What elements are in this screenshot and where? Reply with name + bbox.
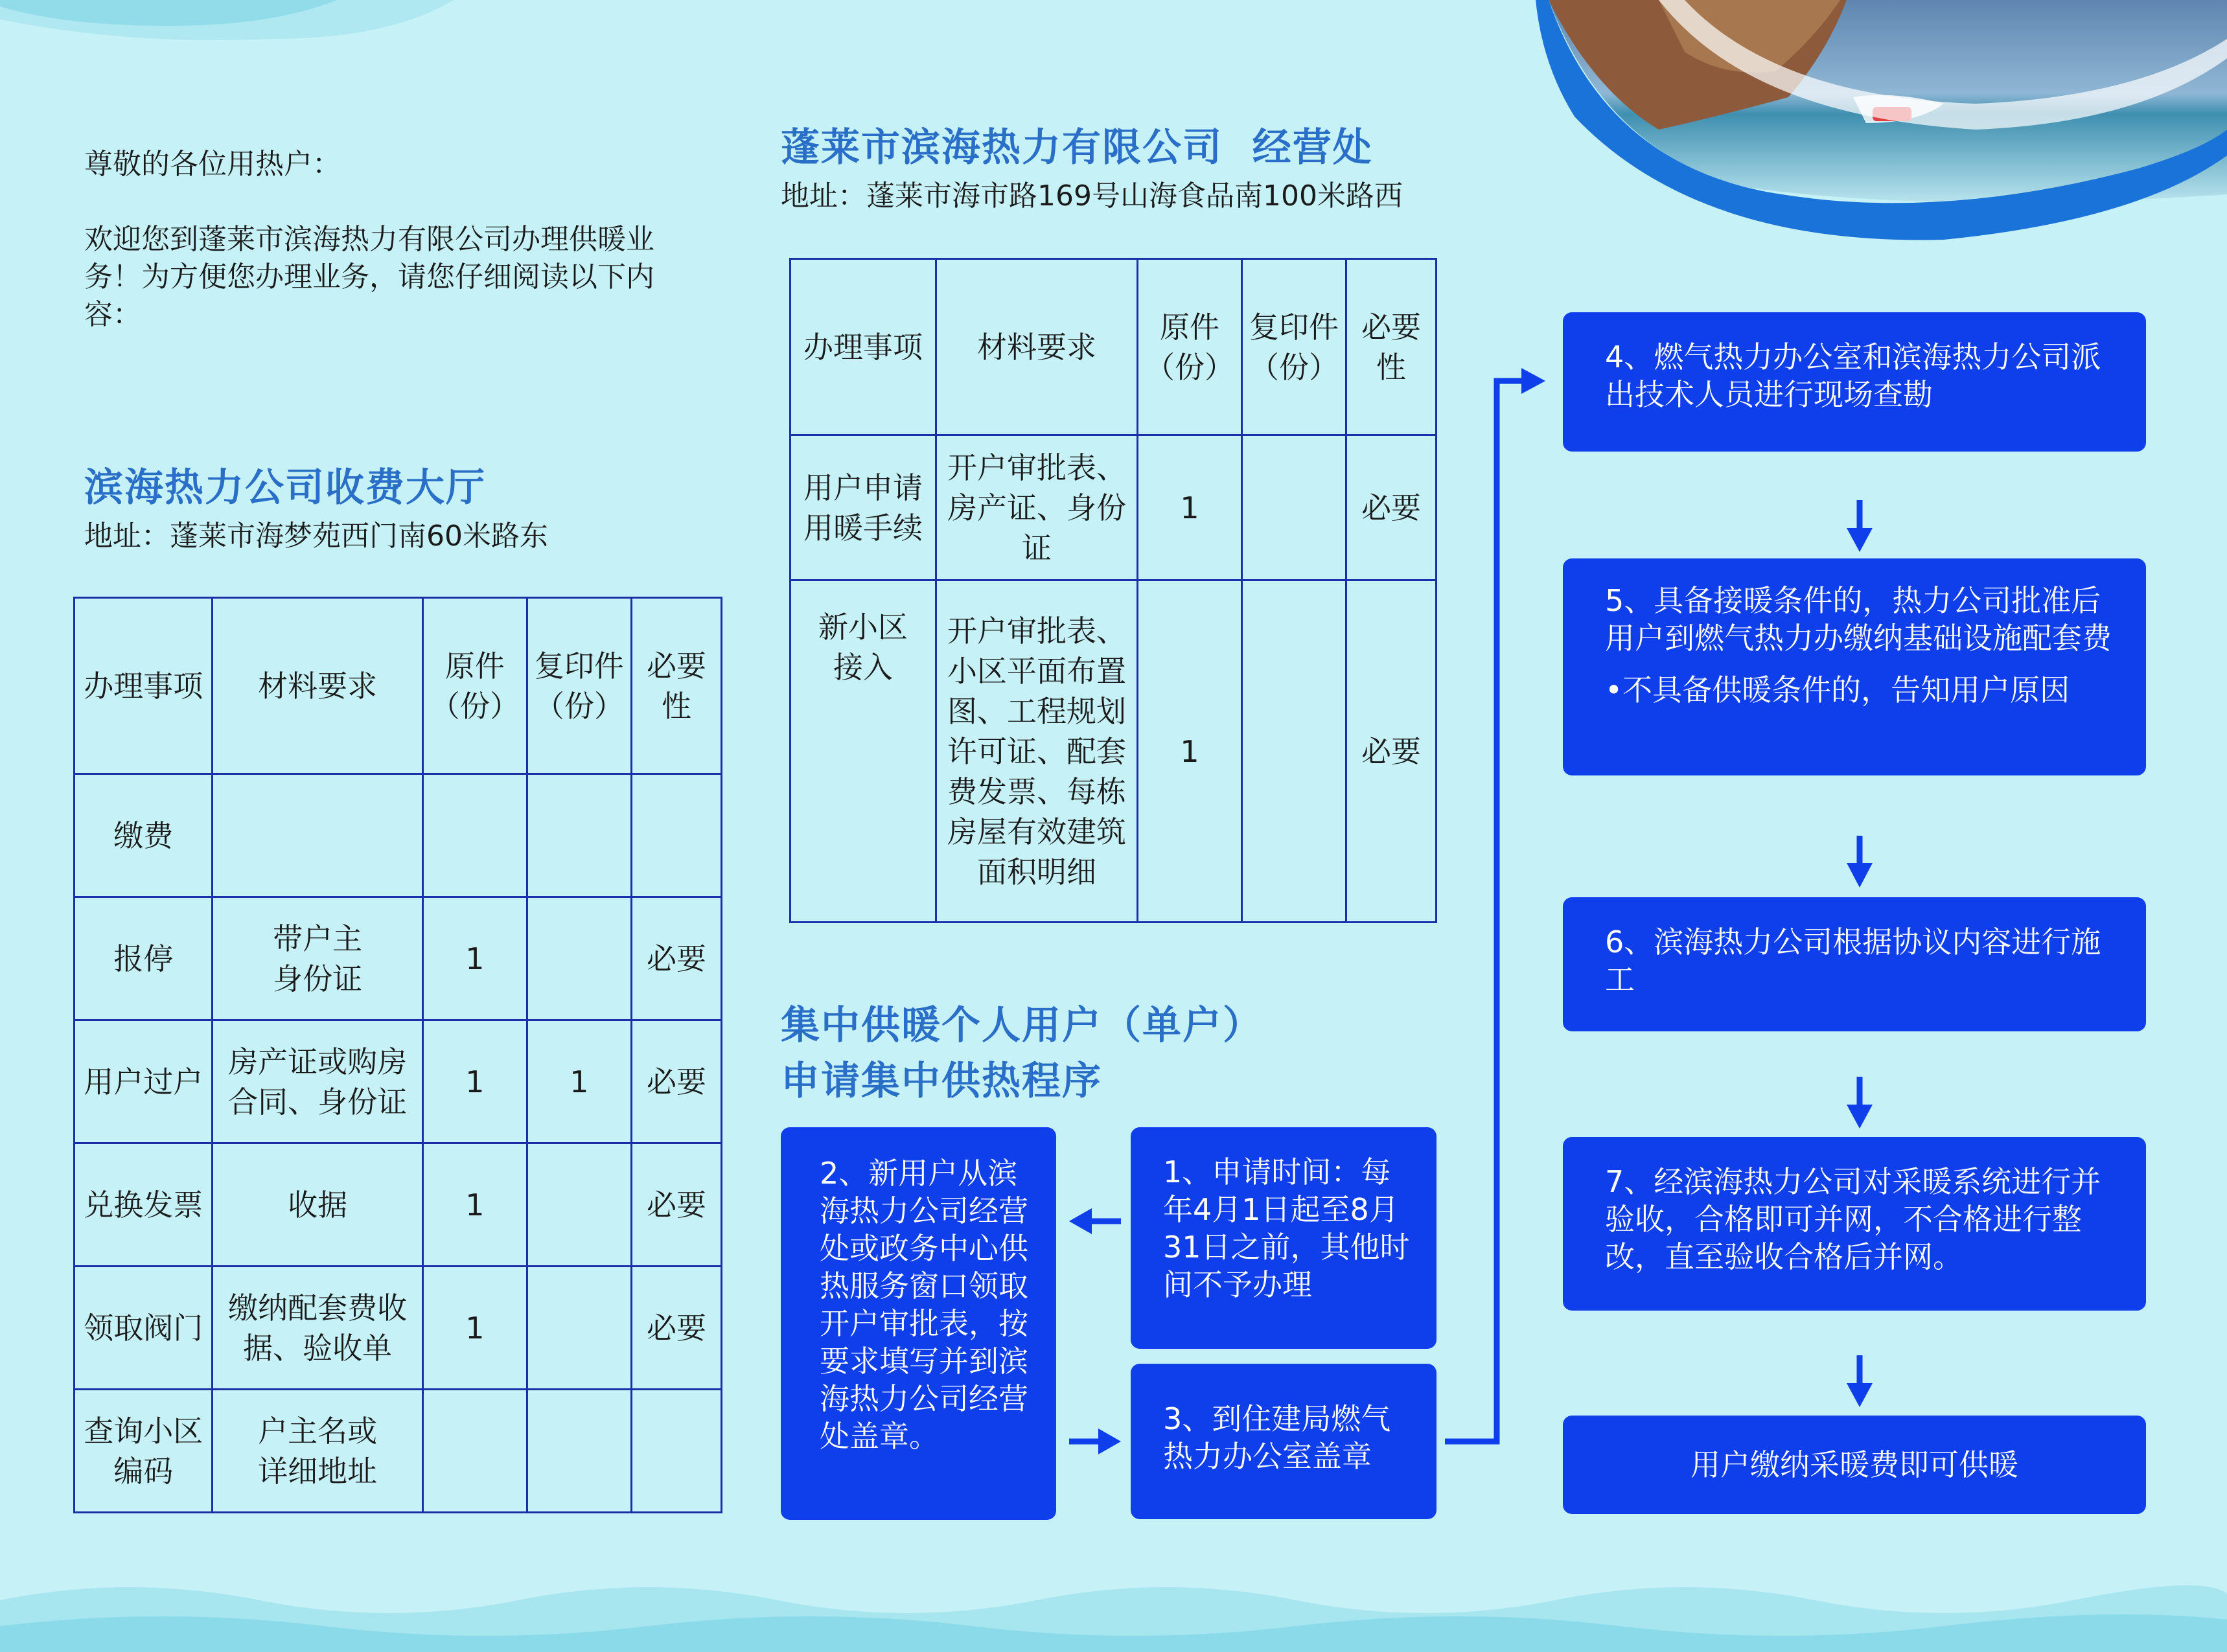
- arrow-down-icon: [1847, 836, 1873, 888]
- table-cell: 1: [1138, 435, 1242, 580]
- table-cell: 缴纳配套费收据、验收单: [213, 1267, 422, 1390]
- table-cell: 收据: [213, 1143, 422, 1267]
- table-cell: 必要: [631, 897, 721, 1020]
- header-cell: 必要性: [1346, 259, 1437, 435]
- table-cell: 用户申请用暖手续: [790, 435, 936, 580]
- header-cell: 必要性: [631, 598, 721, 774]
- table-cell: 报停: [75, 897, 213, 1020]
- step2-text: 2、新用户从滨海热力公司经营处或政务中心供热服务窗口领取开户审批表，按要求填写并到滨海热力公司经营处盖章。: [820, 1156, 1028, 1454]
- table-cell: 1: [527, 1020, 631, 1143]
- office-title: 蓬莱市滨海热力有限公司 经营处: [781, 125, 1373, 170]
- office-address: 地址：蓬莱市海市路169号山海食品南100米路西: [781, 179, 1403, 212]
- table-cell: 房产证或购房合同、身份证: [213, 1020, 422, 1143]
- step1-text: 1、申请时间：每年4月1日起至8月31日之前，其他时间不予办理: [1163, 1154, 1410, 1302]
- table-cell: 必要: [631, 1020, 721, 1143]
- arrow-down-icon: [1847, 1355, 1873, 1407]
- header-cell: 复印件（份）: [1242, 259, 1346, 435]
- arrow-down-icon: [1847, 1077, 1873, 1129]
- step4-text: 4、燃气热力办公室和滨海热力公司派出技术人员进行现场查勘: [1605, 339, 2101, 412]
- table-cell: 查询小区编码: [75, 1390, 213, 1513]
- table-cell: 户主名或详细地址: [213, 1390, 422, 1513]
- flow-title-line1: 集中供暖个人用户（单户）: [781, 1003, 1263, 1048]
- arrow-right-icon: [1069, 1428, 1121, 1454]
- table-cell: 1: [422, 1143, 527, 1267]
- table-cell: 开户审批表、房产证、身份证: [936, 435, 1137, 580]
- step7-text: 7、经滨海热力公司对采暖系统进行并验收，合格即可并网，不合格进行整改，直至验收合格后并网。: [1605, 1164, 2101, 1274]
- table-cell: 开户审批表、小区平面布置图、工程规划许可证、配套费发票、每栋房屋有效建筑面积明细: [936, 580, 1137, 923]
- step5-text: 5、具备接暖条件的，热力公司批准后用户到燃气热力办缴纳基础设施配套费: [1605, 583, 2112, 656]
- table-cell: 1: [422, 1267, 527, 1390]
- header-cell: 原件（份）: [1138, 259, 1242, 435]
- header-cell: 办理事项: [790, 259, 936, 435]
- step3-text: 3、到住建局燃气热力办公室盖章: [1163, 1401, 1391, 1474]
- step8-text: 用户缴纳采暖费即可供暖: [1690, 1447, 2018, 1482]
- header-cell: 材料要求: [213, 598, 422, 774]
- table-cell: 领取阀门: [75, 1267, 213, 1390]
- table-cell: 1: [422, 1020, 527, 1143]
- table-cell: 缴费: [75, 774, 213, 897]
- intro-text: 欢迎您到蓬莱市滨海热力有限公司办理供暖业务！为方便您办理业务，请您仔细阅读以下内容：: [84, 223, 654, 331]
- step5-note: •不具备供暖条件的，告知用户原因: [1605, 672, 2070, 707]
- flow-title-line2: 申请集中供热程序: [781, 1059, 1102, 1104]
- connector-arrow-icon: [1445, 368, 1545, 1441]
- hall-title: 滨海热力公司收费大厅: [84, 465, 486, 511]
- header-cell: 材料要求: [936, 259, 1137, 435]
- table-cell: 必要: [631, 1267, 721, 1390]
- table-cell: 必要: [1346, 435, 1437, 580]
- arrow-down-icon: [1847, 500, 1873, 552]
- greeting: 尊敬的各位用热户：: [84, 148, 341, 181]
- header-cell: 原件（份）: [422, 598, 527, 774]
- table-cell: 1: [1138, 580, 1242, 923]
- table-cell: 必要: [631, 1143, 721, 1267]
- header-cell: 办理事项: [75, 598, 213, 774]
- hall-address: 地址：蓬莱市海梦苑西门南60米路东: [84, 520, 548, 553]
- table-cell: 带户主身份证: [213, 897, 422, 1020]
- table-cell: 兑换发票: [75, 1143, 213, 1267]
- arrow-left-icon: [1069, 1208, 1121, 1234]
- step6-text: 6、滨海热力公司根据协议内容进行施工: [1605, 924, 2101, 997]
- table-cell: 必要: [1346, 580, 1437, 923]
- header-cell: 复印件（份）: [527, 598, 631, 774]
- table-cell: 1: [422, 897, 527, 1020]
- table-cell: 用户过户: [75, 1020, 213, 1143]
- table-cell: 新小区接入: [790, 580, 936, 923]
